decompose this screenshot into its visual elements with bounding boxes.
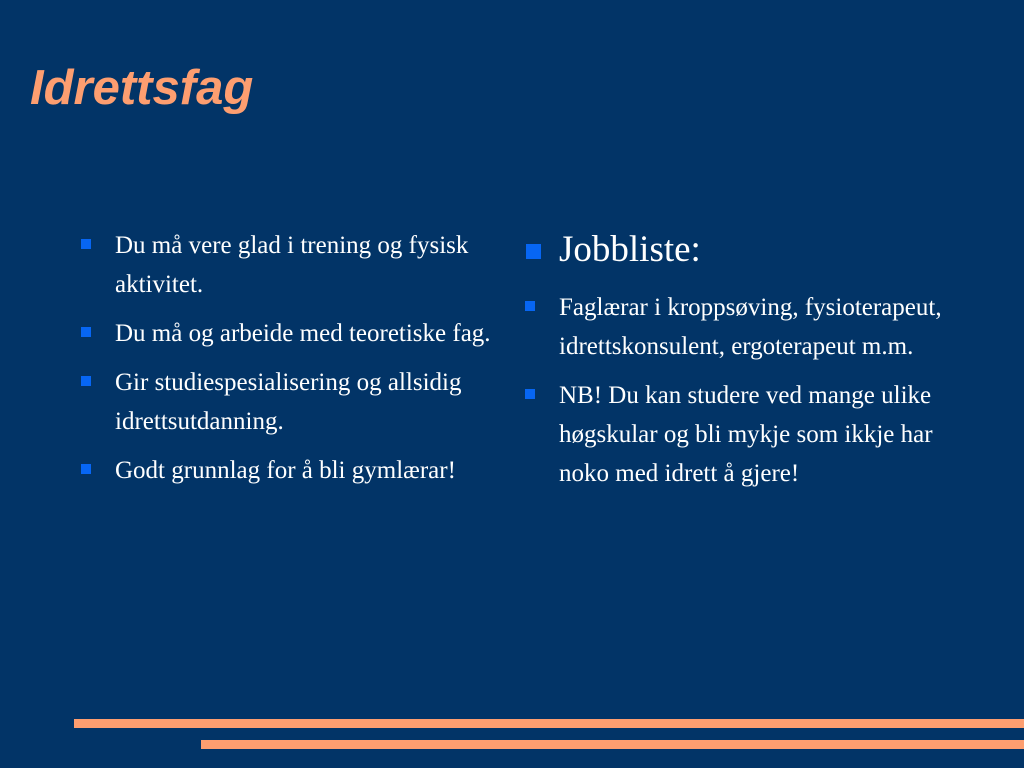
square-bullet-icon [81,464,91,474]
square-bullet-icon [81,376,91,386]
right-bullet-list [522,226,962,503]
list-item [78,314,498,353]
decorative-bar-bottom [201,740,1024,749]
decorative-bar-top [74,719,1024,728]
list-item-text: Faglærar i kroppsøving, fysioterapeut, idrettskonsulent, ergoterapeut m.m. [559,294,942,360]
square-bullet-icon [525,389,535,399]
list-item-text: Du må vere glad i trening og fysisk aktivitet. [115,232,469,298]
square-bullet-icon [526,244,541,259]
list-item-text: Du må og arbeide med teoretiske fag. [115,320,491,347]
list-item-text: Gir studiespesialisering og allsidig idrettsutdanning. [115,369,462,435]
square-bullet-icon [525,301,535,311]
list-item [522,288,962,366]
list-item [78,363,498,441]
square-bullet-icon [81,239,91,249]
list-item-text: NB! Du kan studere ved mange ulike høgskular og bli mykje som ikkje har noko med idrett å gjere! [559,382,933,487]
slide-title: Idrettsfag [30,61,254,115]
list-item-text: Godt grunnlag for å bli gymlærar! [115,457,456,484]
square-bullet-icon [81,327,91,337]
list-item [522,376,962,493]
list-item [78,226,498,304]
jobbliste-heading-text: Jobbliste: [559,229,701,270]
left-bullet-list [78,226,498,500]
list-item [78,451,498,490]
jobbliste-heading [522,226,962,274]
